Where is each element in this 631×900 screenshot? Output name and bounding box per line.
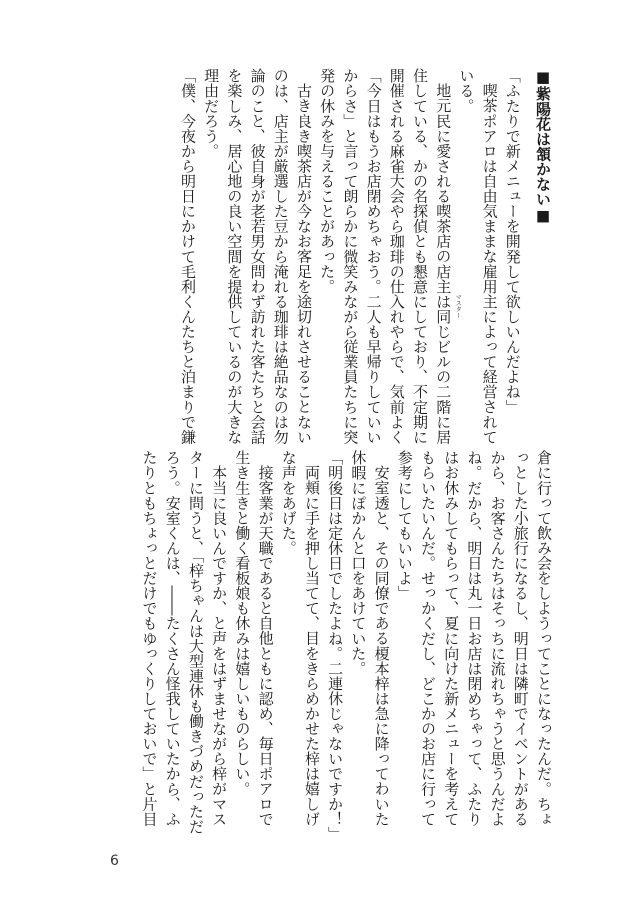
text-line: 参考にしてもいいよ」 [395, 450, 414, 601]
text-line: 接客業が天職であると自他ともに認め、毎日ポアロで [256, 465, 275, 827]
text-line: ろう。安室くんは、――たくさん怪我していたから、ふ [163, 450, 182, 827]
text-line: 発の休みを与えることがあった。 [318, 68, 337, 294]
page-number: 6 [110, 853, 119, 869]
text-line: 両頬に手を押し当てて、目をきらめかせた梓は嬉しげ [302, 465, 321, 827]
text-line: 論のこと、彼自身が老若男女問わず訪れた客たちと会話 [248, 68, 267, 445]
text-line: からさ」と言って朗らかに微笑みながら従業員たちに突 [341, 68, 360, 445]
bottom-text-block [138, 450, 555, 842]
text-line: っとした小旅行になるし、明日は隣町でイベントがある [511, 450, 530, 827]
text-line: ね。だから、明日は丸一日お店は閉めちゃって、ふたり [465, 450, 484, 827]
text-line: もらいたいんだ。せっかくだし、どこかのお店に行って [418, 450, 437, 827]
text-line: な声をあげた。 [279, 450, 298, 556]
text-line: 休暇にぽかんと口をあけていた。 [349, 450, 368, 676]
text-line: いる。 [457, 68, 476, 114]
text-line: 「ふたりで新メニューを開発して欲しいんだよね」 [503, 68, 522, 415]
text-line: 住している、かの名探偵とも懇意にしており、不定期に [410, 68, 429, 445]
text-line: 喫茶ポアロは自由気ままな雇用主によって経営されて [480, 83, 499, 445]
text-line: 地元民に愛される喫茶店の店主 マスター は同じビルの二階に居 [434, 83, 462, 445]
text-line: はお休みしてもらって、夏に向けた新メニューを考えて [442, 450, 461, 827]
text-line: から、お客さんたちはそっちに流れちゃうと思うんだよ [488, 450, 507, 827]
text-line: 「明後日は定休日でしたよね。二連休じゃないですか！」 [326, 450, 345, 842]
text-line: 古き良き喫茶店が今なお客足を途切れさせることない [294, 83, 313, 445]
text-line: 開催される麻雀大会やら珈琲の仕入れやらで、気前よく [387, 68, 406, 445]
text-line: 「今日はもうお店閉めちゃおう。二人も早帰りしていい [364, 68, 383, 445]
text-line: を楽しみ、居心地の良い空間を提供しているのが大きな [225, 68, 244, 445]
section-heading: ■紫陽花は頷かない■ [534, 68, 552, 225]
top-text-block [113, 68, 554, 445]
text-line: 安室透と、その同僚である榎本梓は急に降ってわいた [372, 465, 391, 827]
text-line: 「僕、今夜から明日にかけて毛利くんたちと泊まりで鎌 [178, 68, 197, 445]
text-line: ターに問うと、「梓ちゃんは大型連休も働きづめだっただ [186, 450, 205, 834]
text-line: 理由だろう。 [202, 68, 221, 159]
text-line: たりともちょっとだけでもゆっくりしておいで」と片目 [140, 450, 159, 827]
ruby-annotation: マスター [454, 293, 462, 318]
text-line: のは、店主が厳選した豆から淹れる珈琲は絶品なのは勿 [271, 68, 290, 445]
text-line: 倉に行って飲み会をしようってことになったんだ。ちょ [535, 450, 553, 827]
text-line: 生き生きと働く看板娘も休みは嬉しいものらしい。 [233, 450, 252, 797]
text-line: 本当に良いんですか、と声をはずませながら梓がマス [210, 465, 229, 827]
